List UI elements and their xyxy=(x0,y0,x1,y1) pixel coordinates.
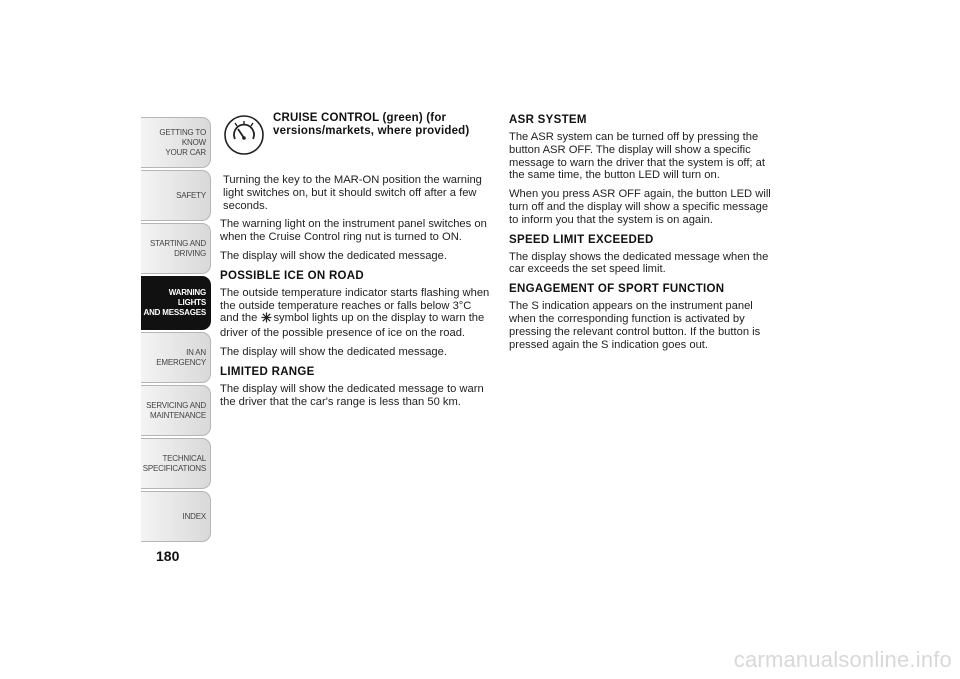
ice-text-2: The display will show the dedicated message. xyxy=(220,345,447,358)
tab-technical[interactable]: TECHNICAL SPECIFICATIONS xyxy=(141,438,211,489)
asr-heading: ASR SYSTEM xyxy=(509,114,587,126)
cruise-text-1: Turning the key to the MAR-ON position the warning light switches on, but it should switch off after a few seconds. xyxy=(223,174,482,212)
cruise-text-3: The display will show the dedicated message. xyxy=(220,249,447,262)
ice-text-1: The outside temperature indicator starts flashing when the outside temperature reaches or falls below 3°C and the symbol lights up on the display to warn the driver of the possible presence of ice on the road. xyxy=(220,286,490,340)
tab-index[interactable]: INDEX xyxy=(141,491,211,542)
tab-warning-lights[interactable]: WARNING LIGHTS AND MESSAGES xyxy=(141,276,211,330)
watermark: carmanualsonline.info xyxy=(733,647,952,672)
sport-text: The S indication appears on the instrument panel when the corresponding function is activated by pressing the relevant control button. If the button is pressed again the S indication goes out. xyxy=(509,300,761,351)
sport-heading: ENGAGEMENT OF SPORT FUNCTION xyxy=(509,283,725,296)
cruise-control-title: CRUISE CONTROL (green) (for versions/markets, where provided) xyxy=(273,112,470,137)
right-column xyxy=(509,112,777,357)
snowflake-icon xyxy=(261,312,272,327)
cruise-control-icon xyxy=(223,114,265,160)
tab-emergency[interactable]: IN AN EMERGENCY xyxy=(141,332,211,383)
speed-text: The display shows the dedicated message when the car exceeds the set speed limit. xyxy=(509,250,769,276)
tab-servicing[interactable]: SERVICING AND MAINTENANCE xyxy=(141,385,211,436)
range-heading: LIMITED RANGE xyxy=(220,365,315,378)
asr-text-1: The ASR system can be turned off by pressing the button ASR OFF. The display will show a specific message to warn the driver that the system is off; at the same time, the button LED will turn on. xyxy=(509,131,765,182)
page-number: 180 xyxy=(156,548,180,564)
ice-heading: POSSIBLE ICE ON ROAD xyxy=(220,269,365,282)
tab-safety[interactable]: SAFETY xyxy=(141,170,211,221)
tab-getting-to-know[interactable]: GETTING TO KNOW YOUR CAR xyxy=(141,117,211,168)
left-column xyxy=(220,112,492,414)
chapter-tabs xyxy=(141,117,211,544)
cruise-control-block xyxy=(220,112,492,174)
asr-text-2: When you press ASR OFF again, the button LED will turn off and the display will show a specific message to inform you that the system is on again. xyxy=(509,188,771,226)
tab-starting-driving[interactable]: STARTING AND DRIVING xyxy=(141,223,211,274)
cruise-text-2: The warning light on the instrument panel switches on when the Cruise Control ring nut is turned to ON. xyxy=(220,218,487,244)
range-text: The display will show the dedicated message to warn the driver that the car's range is less than 50 km. xyxy=(220,382,484,408)
speed-heading: SPEED LIMIT EXCEEDED xyxy=(509,233,654,246)
